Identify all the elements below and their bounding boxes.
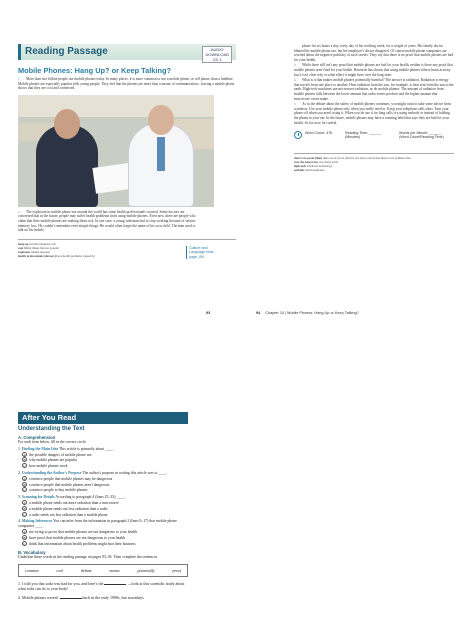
vocab-before: Mobile phones weren't (22, 595, 60, 601)
paragraph (294, 44, 454, 62)
footnote-definition: sudden increase (30, 249, 50, 254)
footnote-term: over the long term (294, 160, 318, 165)
understanding-text-heading: Understanding the Text (18, 426, 85, 432)
page-number-right (256, 311, 359, 315)
answer-circle[interactable]: B (23, 482, 26, 487)
section-b-heading: B. Vocabulary (18, 550, 46, 556)
answer-text: think that information about health problems might hurt their business (29, 541, 136, 546)
question-skill-label: Finding the Main Idea (21, 446, 59, 451)
question-skill-label: Understanding the Author's Purpose (21, 470, 82, 475)
vocab-blank[interactable] (104, 584, 126, 585)
vocab-number: 2. (18, 595, 22, 601)
after-you-read-page (18, 412, 188, 600)
article-photo (18, 95, 214, 207)
footnote (294, 168, 454, 172)
answer-circle[interactable]: B (23, 535, 26, 540)
answer-text: convince people that mobile phones aren't dangerous (29, 482, 110, 487)
word-bank-item: debate (81, 568, 92, 574)
answer-circle[interactable]: C (23, 464, 26, 469)
words-per-minute-field[interactable]: Words per Minute: ______ (Word Count/Reading Time) (399, 131, 444, 140)
footnote-term: high-tech (294, 164, 306, 169)
answer-option[interactable] (18, 541, 188, 547)
vocab-after: back in the early 1990s, but nowadays (81, 595, 144, 601)
right-paragraphs (294, 44, 454, 125)
answer-text: how mobile phones work (29, 464, 68, 469)
left-page (18, 44, 236, 258)
paragraph-number: 1 (18, 77, 20, 81)
culture-note-link[interactable]: Culture and Language Note, page 159 (186, 246, 220, 259)
footnote-definition: fitting things that are popular (23, 245, 59, 250)
paragraph-text: The explosion in mobile phone use around the world has some health professionals worried. Some doctors are concerned that in the future, people may suffer health problems from using mobile phones. Even now, there are people who claim that their mobile phones are making them sick. In one case, a young salesman had to stop working because of serious memory loss. He couldn't remember even simple things. He would often forget the name of his own child. The man used to talk on his mobile (18, 209, 196, 233)
paragraph-text: While there still isn't any proof that mobile phones are bad for your health, neither is there any proof that mobile phones aren't bad for your health. Research has shown that using mobile phones affects brain activity, but it isn't clear why or what effect it might have over the long term. (294, 63, 453, 77)
paragraph-text: phone for six hours a day, every day of his working week, for a couple of years. His family doctor blamed his mobile phone use, but his employer's doctor disagreed. Of course mobile phone companies are worried about the negative publicity of such stories. They say that there is no proof that mobile phones are bad for your health. (294, 44, 454, 62)
section-a-heading: A. Comprehension (18, 435, 56, 440)
footnote-term: explosion (18, 249, 31, 254)
question-skill-label: Scanning for Details (21, 495, 55, 500)
after-you-read-title: After You Read (22, 413, 77, 422)
answer-text: convince people to buy mobile phones (29, 488, 88, 493)
stopwatch-icon (294, 131, 302, 139)
answer-option[interactable] (18, 463, 188, 469)
right-page (294, 44, 454, 172)
word-bank-item: potentially (137, 568, 155, 574)
reading-time-field[interactable]: Reading Time: ______ (Minutes) (345, 131, 382, 140)
paragraph (18, 210, 198, 233)
vocab-before: I told you that soda was bad for you, and here's the (22, 581, 105, 587)
answer-option[interactable] (18, 487, 188, 493)
footnote-definition: over many years (318, 160, 339, 165)
paragraph-number: 5 (294, 102, 296, 107)
question-stem: This article is primarily about ____. (59, 446, 114, 451)
word-bank-item: means (109, 568, 120, 574)
footnote-definition: end the telephone call (29, 241, 56, 246)
answer-text: why mobile phones are popular (29, 458, 77, 463)
answer-text: are trying to prove that mobile phones are not dangerous to your health (29, 529, 137, 534)
audio-download-badge: AUDIO DOWNLOAD CD 1 (202, 46, 232, 63)
answer-text: a mobile phone sends out more radiation than a microwave (29, 500, 119, 505)
answer-text: a radio sends out less radiation than a mobile phone (29, 512, 108, 517)
question (18, 519, 188, 529)
comprehension-questions (18, 447, 188, 547)
vocab-number: 1. (18, 581, 22, 587)
word-bank (18, 564, 188, 577)
paragraph (294, 78, 454, 101)
word-count-row (294, 131, 454, 139)
answer-circle[interactable]: A (23, 500, 26, 505)
answer-circle[interactable]: B (23, 506, 26, 511)
footnote-definition: advanced technology (306, 164, 333, 169)
vocab-blank[interactable] (60, 598, 82, 599)
word-count: Word Count: 476 (305, 131, 333, 136)
reading-passage-header (18, 44, 236, 60)
footnote-definition: have health problems caused by (56, 253, 95, 258)
answer-text: convince people that mobile phones may be dangerous (29, 476, 113, 481)
vocabulary-item (18, 581, 188, 591)
answer-option[interactable] (18, 512, 188, 518)
answer-circle[interactable]: A (23, 452, 26, 457)
page-number-right-value: 94 (256, 311, 261, 315)
footnote-term: earbuds (294, 168, 305, 173)
left-paragraphs-after-photo (18, 210, 198, 233)
article-title: Mobile Phones: Hang Up? or Keep Talking? (18, 66, 172, 75)
section-b-instructions: Underline these words in the reading passage on pages 93–94. Then complete the sentences. (18, 555, 159, 560)
question-skill-label: Making Inferences (21, 519, 53, 524)
paragraph (18, 77, 236, 91)
paragraph (294, 63, 454, 77)
answer-circle[interactable]: B (23, 458, 26, 463)
answer-circle[interactable]: A (23, 476, 26, 481)
footnote-term: health professionals (doctors) (18, 253, 56, 258)
paragraph-text: More than two billion people use mobile phones today. In many places, it is more common to use a mobile phone, or cell phone, than a landline. Mobile phones are especially popular with young people. They feel that the phones are more than a means of communication—having a mobile phone shows that they are cool and connected. (18, 77, 235, 91)
word-bank-item: cool (56, 568, 64, 574)
question-number: 2. (18, 470, 22, 475)
question-number: 4. (18, 519, 22, 524)
paragraph-number: 2 (18, 209, 20, 214)
paragraph-number: 3 (294, 63, 296, 68)
vocabulary-item (18, 595, 188, 600)
vocabulary-items (18, 581, 188, 600)
paragraph (294, 102, 454, 125)
answer-circle[interactable]: A (23, 529, 26, 534)
right-footnotes (294, 153, 454, 172)
footnote-term: cool (18, 245, 24, 250)
answer-circle[interactable]: C (23, 541, 26, 546)
after-you-read-header (18, 412, 188, 424)
word-bank-item: proof (172, 568, 181, 574)
question-stem: You can infer from the information in paragraph 2 (lines 8–17) that mobile phone companies ____. (18, 519, 177, 529)
vocab-after: —look at this scientific study about what soda can do to your body! (18, 581, 185, 592)
footnote-definition: small earphones (305, 168, 325, 173)
paragraph-number: 4 (294, 78, 296, 83)
answer-text: the possible dangers of mobile phone use (29, 452, 92, 457)
answer-circle[interactable]: C (23, 488, 26, 493)
answer-text: a mobile phone sends out less radiation than a radio (29, 506, 108, 511)
paragraph-text: As to the debate about the safety of mobile phones continues, you might want to take some advice from scientists. Use your mobile phone only when you really need to. Keep your telephone calls short. Turn your phone off when you aren't using it. When you do use it for long calls, try using earbuds or instead of holding the phone to your ear. In the future, mobile phones may have a warning label that says they are bad for your health. So for now, be careful. (294, 102, 452, 125)
section-a-instructions: For each item below, fill in the correct circle. (18, 440, 87, 444)
question-number: 1. (18, 446, 22, 451)
left-paragraphs (18, 77, 236, 91)
footnote-definition: there are no proof (that) is not sure to show that there is not evidence that (322, 156, 411, 161)
paragraph-text: What is it that makes mobile phones potentially harmful? The answer is radiation. Radiation is energy that travels from one place to another. Heat radiation from the sun, for example, is heat sent from the sun to the earth. High-tech machines use microwave radiation, as do mobile phones. The amount of radiation from mobile phones falls between the lower amount that radio waves produce and the higher amount that microwave ovens make. (294, 78, 454, 101)
question-stem: The author's purpose in writing this article was to ____. (82, 470, 167, 475)
page-number-left: 93 (206, 311, 211, 315)
question-number: 3. (18, 495, 22, 500)
reading-passage-title: Reading Passage (25, 46, 108, 57)
answer-text: have proof that mobile phones are not dangerous to your health (29, 535, 126, 540)
footnote-term: hang up (18, 241, 29, 246)
running-header: Chapter 10 | Mobile Phones: Hang Up or Keep Talking? (265, 311, 359, 315)
word-bank-item: common (25, 568, 39, 574)
answer-circle[interactable]: C (23, 512, 26, 517)
question-stem: According to paragraph 4 (lines 25–33), ____. (55, 495, 126, 500)
footnote-term: there's no proof (that) (294, 156, 323, 161)
